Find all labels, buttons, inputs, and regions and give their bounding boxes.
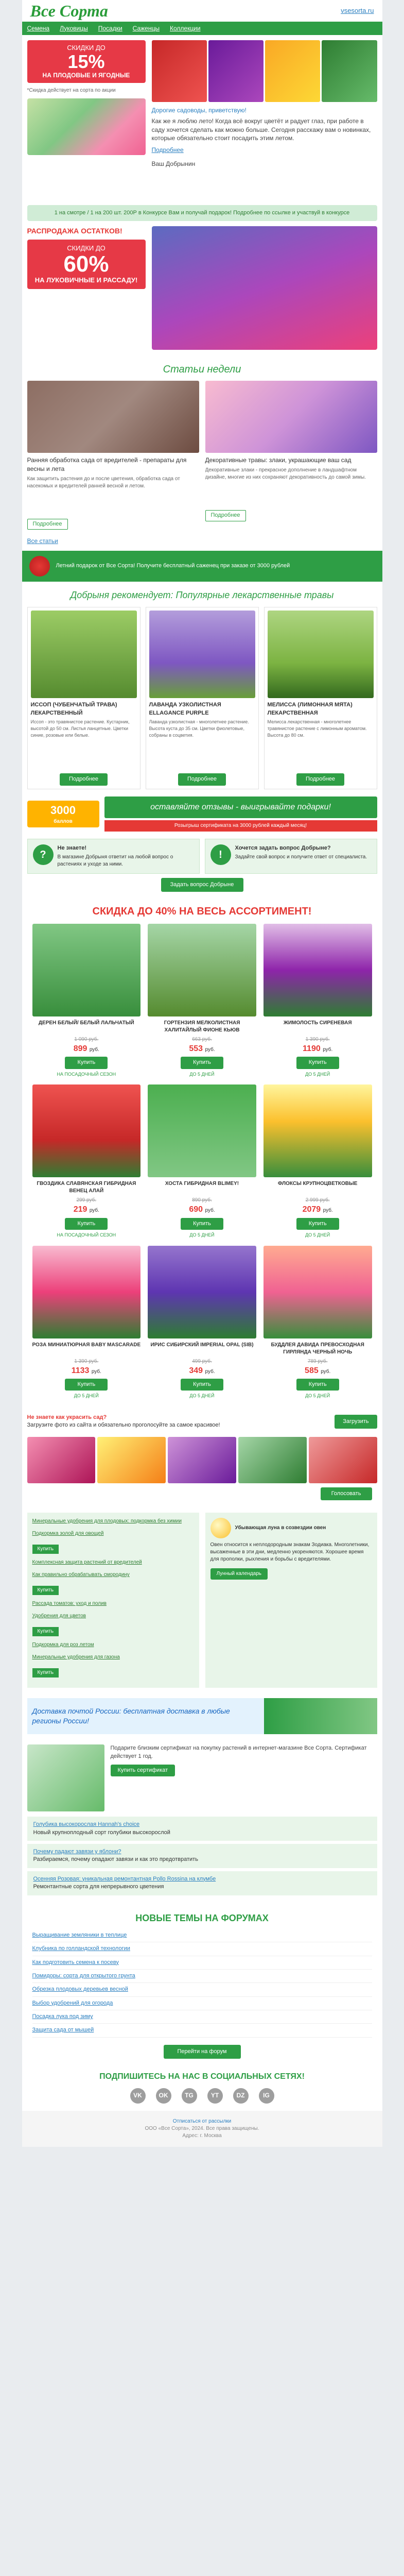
clearance-image xyxy=(152,226,377,350)
recommend-image[interactable] xyxy=(149,611,255,698)
main-nav xyxy=(22,22,382,35)
qa-text: Задайте свой вопрос и получите ответ от специалиста. xyxy=(235,854,367,860)
review-title: оставляйте отзывы - выигрывайте подарки! xyxy=(104,796,377,818)
gift-band-text: Летний подарок от Все Сорта! Получите бесплатный саженец при заказе от 3000 рублей xyxy=(56,563,290,569)
buy-button[interactable]: Купить xyxy=(65,1218,108,1230)
hero-collage xyxy=(152,40,377,102)
question-icon: ? xyxy=(33,844,54,865)
tip-link[interactable]: Подкормка золой для овощей xyxy=(32,1531,104,1537)
tip-link[interactable]: Минеральные удобрения для газона xyxy=(32,1654,120,1660)
all-articles-link[interactable]: Все статьи xyxy=(27,537,58,545)
buy-button[interactable]: Купить xyxy=(296,1379,339,1391)
product-image[interactable] xyxy=(148,1084,256,1177)
product-old-price: 1 090 руб. xyxy=(74,1036,99,1042)
tip-link[interactable]: Как правильно обрабатывать смородину xyxy=(32,1572,130,1578)
product-price: 553 руб. xyxy=(189,1044,215,1053)
certificate-text: Подарите близким сертификат на покупку растений в интернет-магазине Все Сорта. Сертификат действует 1 год. xyxy=(110,1745,367,1759)
tip-link[interactable]: Рассада томатов: уход и полив xyxy=(32,1601,107,1607)
product-price: 2079 руб. xyxy=(302,1205,333,1214)
social-links xyxy=(22,2088,382,2111)
product-tag: ДО 5 ДНЕЙ xyxy=(305,1232,330,1238)
truck-image xyxy=(264,1698,377,1734)
product-image[interactable] xyxy=(148,1246,256,1338)
extra-links xyxy=(22,1817,382,1903)
forum-topic[interactable]: Обрезка плодовых деревьев весной xyxy=(32,1983,372,1996)
product-card xyxy=(32,1246,141,1399)
clearance-title: РАСПРОДАЖА ОСТАТКОВ! xyxy=(27,227,122,235)
recommend-card xyxy=(27,607,140,789)
footer-copyright: ООО «Все Сорта», 2024. Все права защищены. xyxy=(145,2125,259,2131)
buy-button[interactable]: Купить xyxy=(65,1057,108,1069)
forum-topic[interactable]: Клубника по голландской технологии xyxy=(32,1942,372,1956)
buy-button[interactable]: Купить xyxy=(296,1218,339,1230)
product-card xyxy=(264,924,372,1077)
forum-topic[interactable]: Как подготовить семена к посеву xyxy=(32,1956,372,1970)
qa-box xyxy=(27,839,200,873)
photo-mosaic xyxy=(22,1437,382,1483)
sale-badge[interactable] xyxy=(27,40,146,83)
nav-bulbs[interactable]: Луковицы xyxy=(60,24,88,32)
ask-question-button[interactable]: Задать вопрос Добрыне xyxy=(161,878,243,892)
tip-buy-button[interactable]: Купить xyxy=(32,1668,59,1677)
recommend-card xyxy=(146,607,259,789)
moon-button[interactable]: Лунный календарь xyxy=(210,1568,268,1580)
forum-topic[interactable]: Помидоры: сорта для открытого грунта xyxy=(32,1970,372,1983)
clearance-sale-title: СКИДКИ ДО xyxy=(67,244,106,252)
product-tag: НА ПОСАДОЧНЫЙ СЕЗОН xyxy=(57,1232,116,1238)
clearance-sale-value: 60% xyxy=(63,251,109,277)
product-old-price: 299 руб. xyxy=(76,1197,97,1204)
extra-link[interactable]: Осенняя Розовая: уникальная ремонтантная Pollo Rossina на клумбе Ремонтантные сорта для непрерывного цветения xyxy=(27,1871,377,1895)
bonus-badge xyxy=(27,801,99,828)
product-grid xyxy=(22,924,382,1406)
qa-section xyxy=(27,839,377,873)
photo-title: Не знаете как украсить сад? xyxy=(27,1414,107,1421)
recommend-button[interactable]: Подробнее xyxy=(296,773,344,785)
forum-list xyxy=(22,1929,382,2038)
recommend-button[interactable]: Подробнее xyxy=(178,773,226,785)
article-more-button[interactable]: Подробнее xyxy=(205,510,246,521)
product-name[interactable]: ФЛОКСЫ КРУПНОЦВЕТКОВЫЕ xyxy=(277,1181,358,1187)
ok-icon[interactable]: OK xyxy=(156,2088,171,2104)
delivery-text: Доставка почтой России: бесплатная доставка в любые регионы России! xyxy=(32,1706,230,1725)
product-image[interactable] xyxy=(32,1084,141,1177)
recommend-title: Добрыня рекомендует: Популярные лекарственные травы xyxy=(70,590,334,601)
product-card xyxy=(148,1084,256,1238)
sale-title: СКИДКА ДО 40% НА ВЕСЬ АССОРТИМЕНТ! xyxy=(92,905,312,917)
review-sub: Розыгрыш сертификата на 3000 рублей каждый месяц! xyxy=(104,820,377,832)
product-card xyxy=(148,1246,256,1399)
sale-sub: НА ПЛОДОВЫЕ И ЯГОДНЫЕ xyxy=(42,72,130,79)
product-price: 899 руб. xyxy=(73,1044,99,1053)
sale-title: СКИДКИ ДО xyxy=(67,44,106,52)
gift-band[interactable] xyxy=(22,551,382,582)
articles-title: Статьи недели xyxy=(163,364,241,376)
moon-calendar xyxy=(205,1513,377,1688)
buy-button[interactable]: Купить xyxy=(65,1379,108,1391)
promo-clearance xyxy=(22,221,382,355)
logo[interactable]: Все Сорта xyxy=(30,1,108,20)
photo-thumb[interactable] xyxy=(27,1437,96,1483)
moon-title: Убывающая луна в созвездии овен xyxy=(235,1525,326,1531)
forum-title: НОВЫЕ ТЕМЫ НА ФОРУМАХ xyxy=(135,1912,269,1923)
article-title[interactable]: Ранняя обработка сада от вредителей - препараты для весны и лета xyxy=(27,456,187,473)
rose-icon xyxy=(29,556,50,577)
bonus-sub: баллов xyxy=(54,819,73,825)
extra-link[interactable]: Почему падают завязи у яблони? Разбираемся, почему опадают завязи и как это предотвратить xyxy=(27,1844,377,1868)
product-image[interactable] xyxy=(264,924,372,1016)
product-card xyxy=(32,924,141,1077)
vk-icon[interactable]: VK xyxy=(130,2088,146,2104)
product-tag: ДО 5 ДНЕЙ xyxy=(74,1393,99,1399)
photo-thumb[interactable] xyxy=(309,1437,377,1483)
header xyxy=(22,0,382,22)
product-old-price: 890 руб. xyxy=(192,1197,212,1204)
tip-link[interactable]: Минеральные удобрения для плодовых: подкормка без химии xyxy=(32,1518,182,1524)
product-price: 219 руб. xyxy=(73,1205,99,1214)
product-image[interactable] xyxy=(264,1084,372,1177)
buy-button[interactable]: Купить xyxy=(181,1379,223,1391)
recommend-name[interactable]: ЛАВАНДА УЗКОЛИСТНАЯ ELLAGANCE PURPLE xyxy=(149,702,221,716)
article-desc: Как защитить растения до и после цветения, обработка сада от насекомых и вредителей ранней весной и летом. xyxy=(27,476,180,489)
recommend-desc: Иссоп - это травянистое растение. Кустарник, высотой до 50 см. Листья ланцетные. Цветки синие, розовые или белые. xyxy=(30,719,130,738)
article-card xyxy=(27,381,199,530)
article-image[interactable] xyxy=(205,381,377,453)
bonus-value: 3000 xyxy=(50,803,76,817)
tip-link[interactable]: Комплексная защита растений от вредителей xyxy=(32,1560,142,1566)
product-tag: ДО 5 ДНЕЙ xyxy=(189,1393,215,1399)
signature: Ваш Добрынин xyxy=(151,160,196,167)
certificate xyxy=(22,1739,382,1817)
recommend-name[interactable]: МЕЛИССА (ЛИМОННАЯ МЯТА) ЛЕКАРСТВЕННАЯ xyxy=(267,702,353,716)
recommend-card xyxy=(264,607,377,789)
product-image[interactable] xyxy=(264,1246,372,1338)
product-old-price: 1 390 руб. xyxy=(74,1358,99,1364)
forum-topic[interactable]: Защита сада от мышей xyxy=(32,2024,372,2037)
product-price: 349 руб. xyxy=(189,1366,215,1375)
notice-banner[interactable]: 1 на смотре / 1 на 200 шт. 200Р в Конкурсе Вам и получай подарок! Подробнее по ссылке и участвуй в конкурсе xyxy=(27,205,377,221)
nav-seedlings[interactable]: Саженцы xyxy=(132,24,160,32)
product-tag: ДО 5 ДНЕЙ xyxy=(189,1071,215,1077)
footer xyxy=(22,2111,382,2147)
recommend-desc: Лаванда узколистная - многолетнее растение. Высота куста до 35 см. Цветки фиолетовые, собраны в соцветия. xyxy=(149,719,249,738)
product-tag: ДО 5 ДНЕЙ xyxy=(189,1232,215,1238)
photo-thumb[interactable] xyxy=(168,1437,236,1483)
tip-buy-button[interactable]: Купить xyxy=(32,1586,59,1595)
forum-topic[interactable]: Посадка лука под зиму xyxy=(32,2010,372,2024)
article-desc: Декоративные злаки - прекрасное дополнение в ландшафтном дизайне, многие из них сохраняют декоративность до самой зимы. xyxy=(205,467,366,481)
forum-button[interactable]: Перейти на форум xyxy=(164,2045,241,2059)
product-card xyxy=(32,1084,141,1238)
product-name[interactable]: ИРИС СИБИРСКИЙ IMPERIAL OPAL (SIB) xyxy=(150,1342,254,1348)
recommend-button[interactable]: Подробнее xyxy=(60,773,108,785)
chat-icon: ! xyxy=(210,844,231,865)
product-old-price: 663 руб. xyxy=(192,1036,212,1042)
greet-text: Как же я люблю лето! Когда всё вокруг цветёт и радует глаз, при работе в саду хочется сделать как можно больше. Сегодня расскажу вам о новинках, которые обязательно стоит посадить этим летом. xyxy=(151,117,371,142)
article-more-button[interactable]: Подробнее xyxy=(27,519,68,530)
unsubscribe-link[interactable]: Отписаться от рассылки xyxy=(172,2118,232,2124)
greet-title: Дорогие садоводы, приветствую! xyxy=(151,107,247,114)
buy-button[interactable]: Купить xyxy=(181,1218,223,1230)
nav-plantings[interactable]: Посадки xyxy=(98,24,122,32)
product-tag: ДО 5 ДНЕЙ xyxy=(305,1071,330,1077)
social-title: ПОДПИШИТЕСЬ НА НАС В СОЦИАЛЬНЫХ СЕТЯХ! xyxy=(99,2072,305,2081)
footer-address: Адрес: г. Москва xyxy=(182,2132,222,2139)
product-old-price: 499 руб. xyxy=(192,1358,212,1364)
qa-title: Хочется задать вопрос Добрыне? xyxy=(235,845,331,852)
hero xyxy=(22,35,382,205)
product-card xyxy=(264,1084,372,1238)
youtube-icon[interactable]: YT xyxy=(207,2088,223,2104)
tips-section xyxy=(22,1507,382,1693)
product-price: 585 руб. xyxy=(305,1366,331,1375)
sale-note: *Скидка действует на сорта по акции xyxy=(27,87,116,93)
tip-link[interactable]: Удобрения для цветов xyxy=(32,1613,86,1619)
recommend-image[interactable] xyxy=(31,611,137,698)
product-old-price: 2 999 руб. xyxy=(305,1197,330,1204)
product-name[interactable]: РОЗА МИНИАТЮРНАЯ BABY MASCARADE xyxy=(32,1342,141,1348)
tip-buy-button[interactable]: Купить xyxy=(32,1627,59,1636)
qa-title: Не знаете! xyxy=(57,845,86,852)
clearance-sale-sub: НА ЛУКОВИЧНЫЕ И РАССАДУ! xyxy=(34,276,138,284)
sale-value: 15% xyxy=(67,51,105,73)
article-image[interactable] xyxy=(27,381,199,453)
product-image[interactable] xyxy=(32,1246,141,1338)
recommend-image[interactable] xyxy=(268,611,374,698)
article-card xyxy=(205,381,377,530)
review-band[interactable] xyxy=(27,796,377,832)
certificate-image[interactable] xyxy=(27,1744,104,1811)
articles xyxy=(22,381,382,535)
moon-text: Овен относится к неплодородным знакам Зодиака. Многолетники, высаженные в эти дни, медленно укореняются. Хорошее время для прополки, рыхления и борьбы с вредителями. xyxy=(210,1542,370,1563)
photo-thumb[interactable] xyxy=(97,1437,166,1483)
product-image[interactable] xyxy=(32,924,141,1016)
clearance-badge[interactable] xyxy=(27,240,146,289)
recommend-desc: Мелисса лекарственная - многолетнее травянистое растение с лимонным ароматом. Высота до 80 см. xyxy=(267,719,367,738)
moon-icon xyxy=(210,1518,231,1538)
extra-link[interactable]: Голубика высокорослая Hannah's choice Новый крупноплодный сорт голубики высокорослой xyxy=(27,1817,377,1841)
product-name[interactable]: ХОСТА ГИБРИДНАЯ BLIMEY! xyxy=(165,1181,239,1187)
product-tag: ДО 5 ДНЕЙ xyxy=(305,1393,330,1399)
forum-topic[interactable]: Выбор удобрений для огорода xyxy=(32,1997,372,2010)
telegram-icon[interactable]: TG xyxy=(182,2088,197,2104)
product-name[interactable]: БУДДЛЕЯ ДАВИДА ПРЕВОСХОДНАЯ ГИРЛЯНДА ЧЕРНЫЙ НОЧЬ xyxy=(271,1342,364,1355)
product-name[interactable]: ДЕРЕН БЕЛЫЙ/ БЕЛЫЙ ЛАЛЬЧАТЫЙ xyxy=(38,1020,134,1026)
product-card xyxy=(148,924,256,1077)
photo-thumb[interactable] xyxy=(238,1437,307,1483)
greet-more-link[interactable]: Подробнее xyxy=(151,146,184,154)
recommend-name[interactable]: ИССОП (ЧУБЕНЧАТЫЙ ТРАВА) ЛЕКАРСТВЕННЫЙ xyxy=(30,702,117,716)
product-name[interactable]: ЖИМОЛОСТЬ СИРЕНЕВАЯ xyxy=(283,1020,352,1026)
product-price: 690 руб. xyxy=(189,1205,215,1214)
site-link[interactable]: vsesorta.ru xyxy=(341,6,374,14)
certificate-button[interactable]: Купить сертификат xyxy=(111,1765,175,1776)
qa-box xyxy=(205,839,377,873)
instagram-icon[interactable]: IG xyxy=(259,2088,274,2104)
photo-text: Загрузите фото из сайта и обязательно проголосуйте за самое красивое! xyxy=(27,1422,220,1429)
buy-button[interactable]: Купить xyxy=(296,1057,339,1069)
product-price: 1133 руб. xyxy=(71,1366,101,1375)
forum-topic[interactable]: Выращивание земляники в теплице xyxy=(32,1929,372,1942)
qa-text: В магазине Добрыня ответит на любой вопрос о растениях и уходе за ними. xyxy=(57,854,173,867)
tip-buy-button[interactable]: Купить xyxy=(32,1545,59,1554)
tip-link[interactable]: Подкормка для роз летом xyxy=(32,1642,94,1648)
delivery-banner[interactable] xyxy=(27,1698,377,1734)
recommend-list xyxy=(22,607,382,789)
photo-contest xyxy=(22,1406,382,1437)
tips-list xyxy=(27,1513,199,1688)
dzen-icon[interactable]: DZ xyxy=(233,2088,249,2104)
upload-button[interactable]: Загрузить xyxy=(335,1415,377,1429)
vote-button[interactable]: Голосовать xyxy=(321,1487,372,1500)
product-image[interactable] xyxy=(148,924,256,1016)
nav-seeds[interactable]: Семена xyxy=(27,24,50,32)
product-name[interactable]: ГОРТЕНЗИЯ МЕЛКОЛИСТНАЯ ХАЛИТАЙЛЫЙ ФИОНЕ КЬЮВ xyxy=(164,1020,240,1033)
article-title[interactable]: Декоративные травы: злаки, украшающие ваш сад xyxy=(205,456,352,464)
product-name[interactable]: ГВОЗДИКА СЛАВЯНСКАЯ ГИБРИДНАЯ ВЕНЕЦ АЛАЙ xyxy=(37,1181,136,1194)
product-old-price: 789 руб. xyxy=(307,1358,328,1364)
nav-collections[interactable]: Коллекции xyxy=(169,24,201,32)
buy-button[interactable]: Купить xyxy=(181,1057,223,1069)
hero-image xyxy=(27,98,146,155)
product-old-price: 1 390 руб. xyxy=(305,1036,330,1042)
product-card xyxy=(264,1246,372,1399)
product-price: 1190 руб. xyxy=(303,1044,333,1053)
product-tag: НА ПОСАДОЧНЫЙ СЕЗОН xyxy=(57,1071,116,1077)
